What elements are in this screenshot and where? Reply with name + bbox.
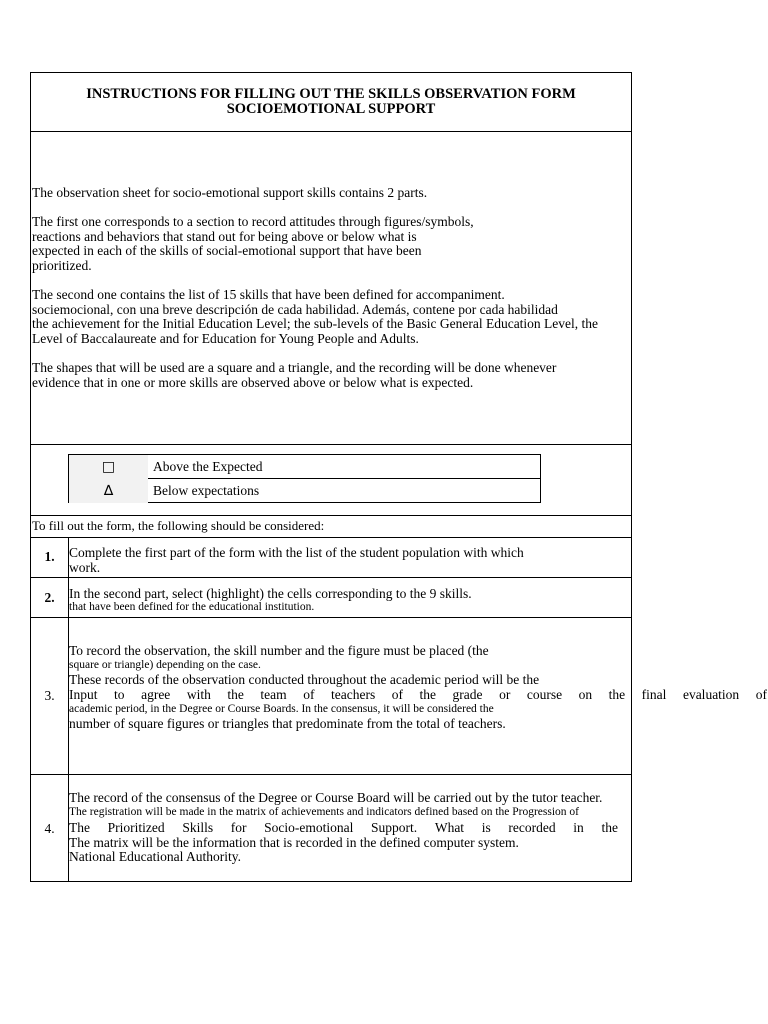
divider	[31, 577, 631, 578]
step-text-line: The registration will be made in the matrix of achievements and indicators defined based on the Progression of	[69, 806, 580, 818]
step-text-line: The matrix will be the information that is recorded in the defined computer system.	[69, 835, 519, 850]
word: to	[114, 687, 125, 702]
word: in	[573, 820, 584, 835]
word: the	[608, 687, 626, 702]
step-number: 4.	[44, 821, 55, 836]
step-text-line: These records of the observation conducted throughout the academic period will be the	[69, 672, 540, 687]
consider-label: To fill out the form, the following should be considered:	[32, 518, 325, 533]
step-text-line: number of square figures or triangles that predominate from the total of teachers.	[69, 716, 506, 731]
title-line-2: SOCIOEMOTIONAL SUPPORT	[226, 101, 436, 117]
form-title	[31, 87, 631, 117]
square-icon: □	[69, 455, 148, 479]
step-text-line: The record of the consensus of the Degree or Course Board will be carried out by the tutor teacher.	[69, 790, 603, 805]
word: is	[481, 820, 491, 835]
step-text-line: academic period, in the Degree or Course Boards. In the consensus, it will be considered the	[69, 703, 494, 715]
legend-label-below: Below expectations	[153, 483, 260, 498]
instructions-sheet	[30, 72, 767, 882]
word: the	[227, 687, 244, 702]
step-number: 3.	[44, 688, 55, 703]
step-number: 1.	[44, 549, 55, 564]
word: of	[391, 687, 403, 702]
word: with	[186, 687, 211, 702]
step-justified-line	[69, 688, 767, 703]
word: on	[578, 687, 593, 702]
word: Socio-emotional	[264, 820, 354, 835]
word: or	[499, 687, 511, 702]
triangle-icon: ∆	[69, 479, 148, 503]
word: agree	[141, 687, 171, 702]
divider	[31, 617, 631, 618]
step-text-line: In the second part, select (highlight) the cells corresponding to the 9 skills.	[69, 586, 472, 601]
word: course	[526, 687, 563, 702]
word: the	[601, 820, 618, 835]
legend-table	[68, 454, 541, 503]
word: Input	[69, 687, 98, 702]
title-line-1: INSTRUCTIONS FOR FILLING OUT THE SKILLS OBSERVATION FORM	[86, 86, 576, 102]
text-line: Level of Baccalaureate and for Education for Young People and Adults.	[32, 330, 419, 346]
word: Prioritized	[107, 820, 165, 835]
step-text-line: Complete the first part of the form with the list of the student population with which	[69, 545, 524, 560]
text-line: The first one corresponds to a section to record attitudes through figures/symbols,	[32, 214, 474, 229]
step-text-line: square or triangle) depending on the case.	[69, 659, 261, 671]
step-text-line: work.	[69, 560, 101, 575]
word: recorded	[508, 820, 556, 835]
step-text-line: National Educational Authority.	[69, 849, 241, 864]
text-line: sociemocional, con una breve descripción de cada habilidad. Además, contene por cada habilidad	[32, 301, 558, 317]
step-text-line: that have been defined for the educational institution.	[69, 601, 315, 613]
word: final	[641, 687, 667, 702]
word: What	[434, 820, 465, 835]
divider	[31, 444, 631, 445]
step-text-line: To record the observation, the skill number and the figure must be placed (the	[69, 643, 489, 658]
word: teachers	[330, 687, 376, 702]
divider	[31, 537, 631, 538]
step-number: 2.	[44, 590, 55, 605]
text-line: reactions and behaviors that stand out for being above or below what is	[32, 228, 417, 244]
word: of	[303, 687, 315, 702]
text-line: expected in each of the skills of social-emotional support that have been	[32, 243, 422, 258]
text-line: The shapes that will be used are a square and a triangle, and the recording will be done whenever	[32, 360, 557, 375]
text-line: the achievement for the Initial Education Level; the sub-levels of the Basic General Education Level, the	[32, 316, 599, 331]
word: grade	[452, 687, 483, 702]
word: for	[230, 820, 247, 835]
divider	[31, 515, 631, 516]
text-line: prioritized.	[32, 257, 92, 273]
text-line: The second one contains the list of 15 skills that have been defined for accompaniment.	[32, 287, 505, 302]
divider	[31, 131, 631, 132]
word: team	[260, 687, 287, 702]
word: of	[755, 687, 767, 702]
word: Support.	[371, 820, 418, 835]
divider	[31, 774, 631, 775]
word: The	[69, 820, 90, 835]
word: evaluation	[682, 687, 740, 702]
word: Skills	[182, 820, 214, 835]
intro-paragraph-1: The observation sheet for socio-emotional support skills contains 2 parts.	[32, 185, 428, 200]
step-justified-line	[69, 821, 618, 836]
legend-label-above: Above the Expected	[153, 459, 263, 474]
word: the	[419, 687, 437, 702]
text-line: evidence that in one or more skills are observed above or below what is expected.	[32, 374, 474, 390]
